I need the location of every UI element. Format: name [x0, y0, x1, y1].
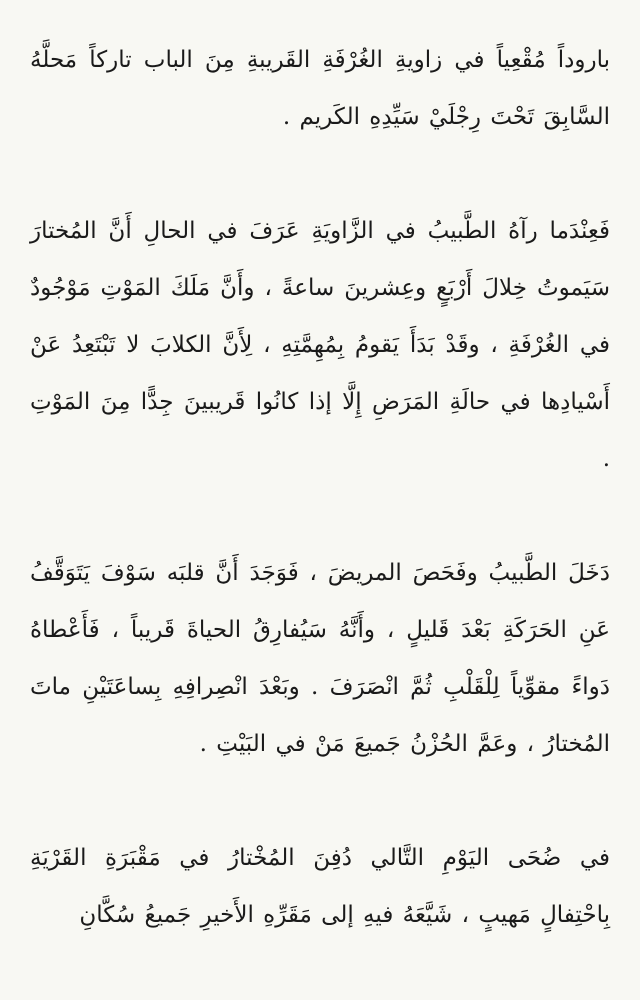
paragraph-2: فَعِنْدَما رآهُ الطَّبيبُ في الزَّاويَةِ عَرَفَ في الحالِ أَنَّ المُختارَ سَيَموتُ خِلالَ أَرْبَعٍ وعِشرينَ ساعةً ، وأَنَّ مَلَكَ المَوْتِ مَوْجُودٌ في الغُرْفَةِ ، وقَدْ بَدَأَ يَقومُ بِمُهِمَّتِهِ ، لِأَنَّ الكلابَ لا تَبْتَعِدُ عَنْ أَسْيادِها في حالَةِ المَرَضِ إِلَّا إذا كانُوا قَريبينَ جِدًّا مِنَ المَوْتِ . — [30, 218, 610, 472]
paragraph-3: دَخَلَ الطَّبيبُ وفَحَصَ المريضَ ، فَوَجَدَ أَنَّ قلبَه سَوْفَ يَتَوَقَّفُ عَنِ الحَرَكَةِ بَعْدَ قَليلٍ ، وأَنَّهُ سَيُفارِقُ الحياةَ قَريباً ، فَأَعْطاهُ دَواءً مقوِّياً لِلْقَلْبِ ثُمَّ انْصَرَفَ . وبَعْدَ انْصِرافِهِ بِساعَتَيْنِ ماتَ المُختارُ ، وعَمَّ الحُزْنُ جَميعَ مَنْ في البَيْتِ . — [30, 560, 610, 757]
paragraph-1: باروداً مُقْعِياً في زاويةِ الغُرْفَةِ القَريبةِ مِنَ الباب تاركاً مَحلَّهُ السَّابِقَ تَحْتَ رِجْلَيْ سَيِّدِهِ الكَريم . — [30, 47, 610, 130]
paragraph-4: في ضُحَى اليَوْمِ التَّالي دُفِنَ المُخْتارُ في مَقْبَرَةِ القَرْيَةِ بِاحْتِفالٍ مَهيبٍ ، شَيَّعَهُ فيهِ إلى مَقَرِّهِ الأَخيرِ جَميعُ سُكَّانِ — [30, 845, 610, 928]
